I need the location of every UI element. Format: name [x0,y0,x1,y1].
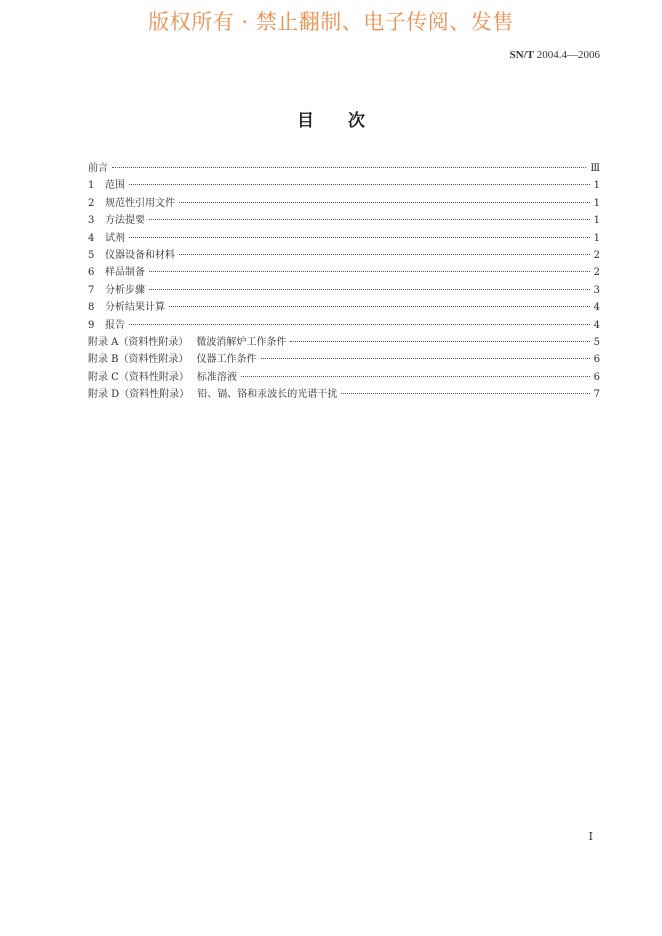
toc-entry-number: 2 [88,197,95,209]
toc-entry-number: 4 [88,232,95,244]
toc-entry-number: 3 [88,215,95,227]
toc-leader-dots [149,219,590,220]
toc-entry-page: 1 [593,215,600,227]
toc-leader-dots [261,358,590,359]
toc-appendix-tag: 附录 D（资料性附录） [88,389,190,401]
standard-prefix: SN/T [509,49,534,61]
toc-entry-label [105,317,125,334]
toc-title: 目次 [297,111,399,131]
toc-entry[interactable] [88,369,600,386]
toc-entry-title: 仪器工作条件 [196,354,257,366]
standard-code [510,49,600,61]
toc-entry[interactable] [88,264,600,281]
toc-entry-page: 6 [593,354,600,366]
toc-entry[interactable] [88,282,600,299]
toc-entry[interactable] [88,351,600,368]
toc-entry[interactable] [88,247,600,264]
toc-entry-title: 报告 [105,319,125,331]
toc-entry-label [105,282,145,299]
toc-entry[interactable] [88,195,600,212]
toc-entry-title: 样品制备 [105,267,145,279]
toc-leader-dots [149,289,590,290]
toc-entry-title: 试剂 [105,232,125,244]
toc-entry-page: 4 [593,302,600,314]
toc-entry-number: 7 [88,284,95,296]
toc-entry-number: 9 [88,319,95,331]
copyright-watermark: 版权所有 · 禁止翻制、电子传阅、发售 [148,10,514,34]
toc-leader-dots [149,271,590,272]
toc-entry[interactable] [88,160,600,177]
toc-entry-page: 5 [593,336,600,348]
toc-appendix-tag: 附录 B（资料性附录） [88,354,189,366]
toc-entry-label [105,299,165,316]
toc-entry-label [105,247,175,264]
toc-entry-page: 3 [593,284,600,296]
toc-entry-title: 微波消解炉工作条件 [196,336,287,348]
toc-entry-label [105,177,125,194]
toc-appendix-tag: 附录 A（资料性附录） [88,336,189,348]
toc-leader-dots [241,376,590,377]
toc-entry-title: 方法提要 [105,215,145,227]
toc-leader-dots [129,324,590,325]
toc-entry-label [105,230,125,247]
toc-entry-number: 6 [88,267,95,279]
toc-entry-page: 2 [593,249,600,261]
page-number: I [588,830,593,843]
toc-entry-page: 1 [593,197,600,209]
toc-entry[interactable] [88,317,600,334]
table-of-contents [88,160,600,403]
toc-leader-dots [112,167,586,168]
toc-entry-page: 2 [593,267,600,279]
toc-entry-label [105,212,145,229]
toc-entry-label [105,264,145,281]
toc-entry-title: 规范性引用文件 [105,197,175,209]
toc-entry-title: 分析步骤 [105,284,145,296]
toc-entry[interactable] [88,386,600,403]
toc-entry-title: 前言 [88,163,108,174]
toc-entry[interactable] [88,334,600,351]
toc-entry-label [88,160,108,177]
toc-entry-label [88,351,257,368]
toc-entry-page: 1 [593,180,600,192]
toc-entry-label [88,334,286,351]
toc-entry-title: 分析结果计算 [105,302,165,314]
toc-entry[interactable] [88,230,600,247]
toc-entry-number: 1 [88,180,95,192]
toc-entry-number: 8 [88,302,95,314]
toc-entry[interactable] [88,212,600,229]
toc-entry-page: 7 [593,389,600,401]
toc-entry-label [105,195,175,212]
toc-entry-page: 6 [593,371,600,383]
standard-number: 2004.4—2006 [536,49,600,61]
toc-leader-dots [179,202,590,203]
toc-appendix-tag: 附录 C（资料性附录） [88,371,189,383]
toc-entry-page: Ⅲ [590,163,600,174]
toc-leader-dots [169,306,590,307]
toc-entry-page: 1 [593,232,600,244]
toc-leader-dots [129,237,590,238]
toc-leader-dots [179,254,590,255]
toc-entry-label [88,369,237,386]
toc-entry-title: 标准溶液 [196,371,237,383]
toc-entry-number: 5 [88,249,95,261]
toc-entry[interactable] [88,177,600,194]
toc-leader-dots [290,341,589,342]
toc-entry-title: 范围 [105,180,125,192]
toc-entry-page: 4 [593,319,600,331]
toc-leader-dots [341,393,589,394]
toc-leader-dots [129,184,590,185]
toc-entry-label [88,386,337,403]
toc-entry[interactable] [88,299,600,316]
toc-entry-title: 仪器设备和材料 [105,249,175,261]
toc-entry-title: 铅、镉、铬和汞波长的光谱干扰 [197,389,338,401]
